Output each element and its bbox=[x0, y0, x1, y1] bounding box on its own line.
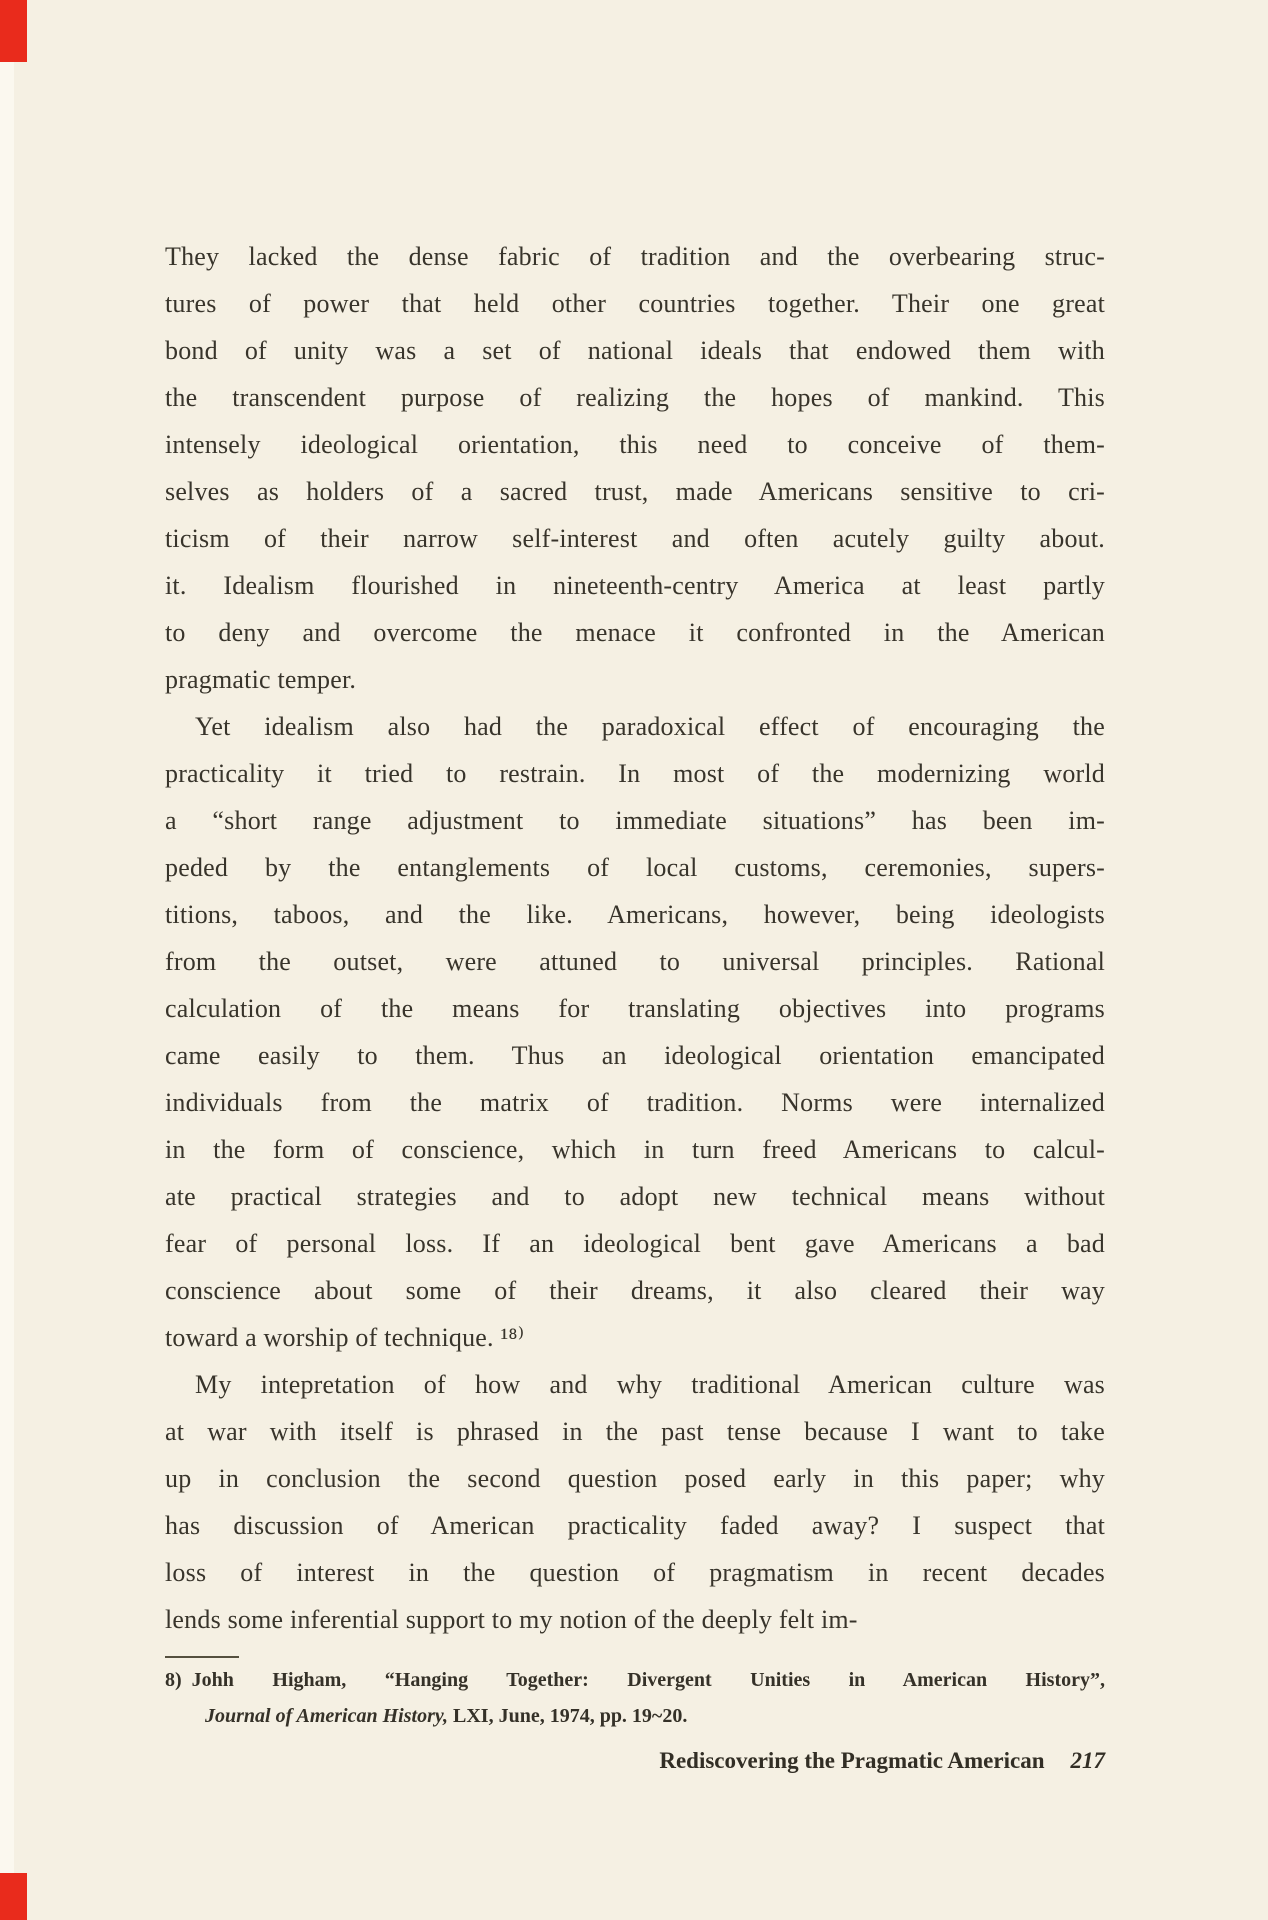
body-text-line: My intepretation of how and why traditional American culture was bbox=[195, 1370, 1105, 1399]
page-footer bbox=[165, 1748, 1105, 1774]
body-text-line: calculation of the means for translating objectives into programs bbox=[165, 994, 1105, 1023]
body-text-line: lends some inferential support to my notion of the deeply felt im- bbox=[165, 1605, 858, 1634]
body-text-line: conscience about some of their dreams, it also cleared their way bbox=[165, 1276, 1105, 1305]
body-text-line: from the outset, were attuned to universal principles. Rational bbox=[165, 947, 1105, 976]
footnote-line-2 bbox=[165, 1698, 1105, 1734]
body-text-line: loss of interest in the question of pragmatism in recent decades bbox=[165, 1558, 1105, 1587]
body-text bbox=[165, 233, 1105, 1643]
footnote-journal-title: Journal of American History, bbox=[205, 1705, 448, 1727]
body-text-line: intensely ideological orientation, this need to conceive of them- bbox=[165, 430, 1105, 459]
body-text-line: it. Idealism flourished in nineteenth-centry America at least partly bbox=[165, 571, 1105, 600]
footnote-line-1 bbox=[165, 1662, 1105, 1698]
body-text-line: ticism of their narrow self-interest and often acutely guilty about. bbox=[165, 524, 1105, 553]
body-text-line: ate practical strategies and to adopt new technical means without bbox=[165, 1182, 1105, 1211]
page-number: 217 bbox=[1070, 1748, 1105, 1773]
body-text-line: peded by the entanglements of local customs, ceremonies, supers- bbox=[165, 853, 1105, 882]
body-text-line: tures of power that held other countries together. Their one great bbox=[165, 289, 1105, 318]
body-text-line: toward a worship of technique. ¹⁸⁾ bbox=[165, 1323, 525, 1352]
body-text-line: fear of personal loss. If an ideological bent gave Americans a bad bbox=[165, 1229, 1105, 1258]
footnote-separator bbox=[165, 1656, 239, 1658]
body-text-line: in the form of conscience, which in turn freed Americans to calcul- bbox=[165, 1135, 1105, 1164]
red-scan-mark-bottom bbox=[0, 1873, 27, 1920]
body-text-line: Yet idealism also had the paradoxical effect of encouraging the bbox=[195, 712, 1105, 741]
body-text-line: has discussion of American practicality faded away? I suspect that bbox=[165, 1511, 1105, 1540]
body-text-line: bond of unity was a set of national ideals that endowed them with bbox=[165, 336, 1105, 365]
footnote bbox=[165, 1656, 1105, 1734]
body-text-line: selves as holders of a sacred trust, made Americans sensitive to cri- bbox=[165, 477, 1105, 506]
footnote-marker: 8) bbox=[165, 1669, 182, 1691]
body-text-line: to deny and overcome the menace it confronted in the American bbox=[165, 618, 1105, 647]
body-text-line: came easily to them. Thus an ideological orientation emancipated bbox=[165, 1041, 1105, 1070]
running-title: Rediscovering the Pragmatic American bbox=[659, 1748, 1045, 1773]
footnote-citation-text: Johh Higham, “Hanging Together: Divergent Unities in American History”, bbox=[191, 1669, 1105, 1691]
body-text-line: practicality it tried to restrain. In most of the modernizing world bbox=[165, 759, 1105, 788]
red-scan-mark-top bbox=[0, 0, 27, 62]
body-text-line: the transcendent purpose of realizing the hopes of mankind. This bbox=[165, 383, 1105, 412]
body-text-line: up in conclusion the second question posed early in this paper; why bbox=[165, 1464, 1105, 1493]
body-text-line: titions, taboos, and the like. Americans, however, being ideologists bbox=[165, 900, 1105, 929]
body-text-line: pragmatic temper. bbox=[165, 665, 357, 694]
body-text-line: at war with itself is phrased in the past tense because I want to take bbox=[165, 1417, 1105, 1446]
scan-page-edge bbox=[0, 0, 14, 1920]
body-text-line: a “short range adjustment to immediate situations” has been im- bbox=[165, 806, 1105, 835]
footnote-citation-detail: LXI, June, 1974, pp. 19~20. bbox=[448, 1705, 688, 1727]
body-text-line: individuals from the matrix of tradition. Norms were internalized bbox=[165, 1088, 1105, 1117]
body-text-line: They lacked the dense fabric of tradition and the overbearing struc- bbox=[165, 242, 1105, 271]
